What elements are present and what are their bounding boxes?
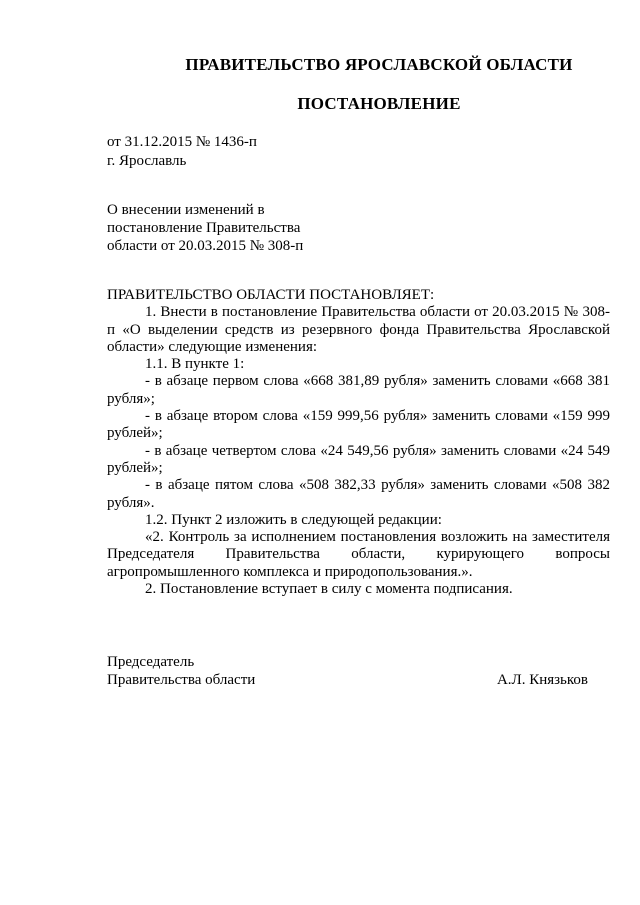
paragraph-1-1-c: - в абзаце четвертом слова «24 549,56 рубля» заменить словами «24 549 рублей»; — [107, 442, 610, 476]
paragraph-2: 2. Постановление вступает в силу с момента подписания. — [145, 581, 513, 598]
document-date-number: от 31.12.2015 № 1436-п — [107, 134, 257, 150]
paragraph-1-1: 1.1. В пункте 1: — [145, 356, 245, 373]
government-title: ПРАВИТЕЛЬСТВО ЯРОСЛАВСКОЙ ОБЛАСТИ — [185, 55, 573, 74]
paragraph-1-1-a: - в абзаце первом слова «668 381,89 рубля» заменить словами «668 381 рубля»; — [107, 373, 610, 407]
signature-name: А.Л. Князьков — [496, 672, 588, 688]
subject-line-3: области от 20.03.2015 № 308-п — [107, 238, 304, 254]
paragraph-1-1-d: - в абзаце пятом слова «508 382,33 рубля» заменить словами «508 382 рубля». — [107, 477, 610, 511]
document-subject — [107, 201, 303, 255]
signature-row — [107, 671, 588, 689]
paragraph-1-2-text: «2. Контроль за исполнением постановления возложить на заместителя Председателя Правительства области, курирующего вопросы агропромышленного комплекса и природопользования.». — [107, 529, 610, 580]
document-type-title: ПОСТАНОВЛЕНИЕ — [297, 94, 461, 113]
paragraph-1-2: 1.2. Пункт 2 изложить в следующей редакции: — [145, 511, 442, 528]
signature-block — [107, 653, 588, 689]
document-city: г. Ярославль — [107, 153, 187, 169]
subject-line-1: О внесении изменений в — [107, 202, 265, 218]
document-body — [107, 287, 610, 598]
body-intro: ПРАВИТЕЛЬСТВО ОБЛАСТИ ПОСТАНОВЛЯЕТ: — [107, 287, 435, 303]
paragraph-1: 1. Внести в постановление Правительства области от 20.03.2015 № 308-п «О выделении средств из резервного фонда Правительства Ярославской области» следующие изменения: — [107, 304, 610, 355]
document-meta — [107, 133, 257, 171]
subject-line-2: постановление Правительства — [107, 220, 301, 236]
signature-position-line-2: Правительства области — [107, 672, 256, 688]
signature-position-line-1: Председатель — [107, 654, 195, 670]
paragraph-1-1-b: - в абзаце втором слова «159 999,56 рубля» заменить словами «159 999 рублей»; — [107, 408, 610, 442]
